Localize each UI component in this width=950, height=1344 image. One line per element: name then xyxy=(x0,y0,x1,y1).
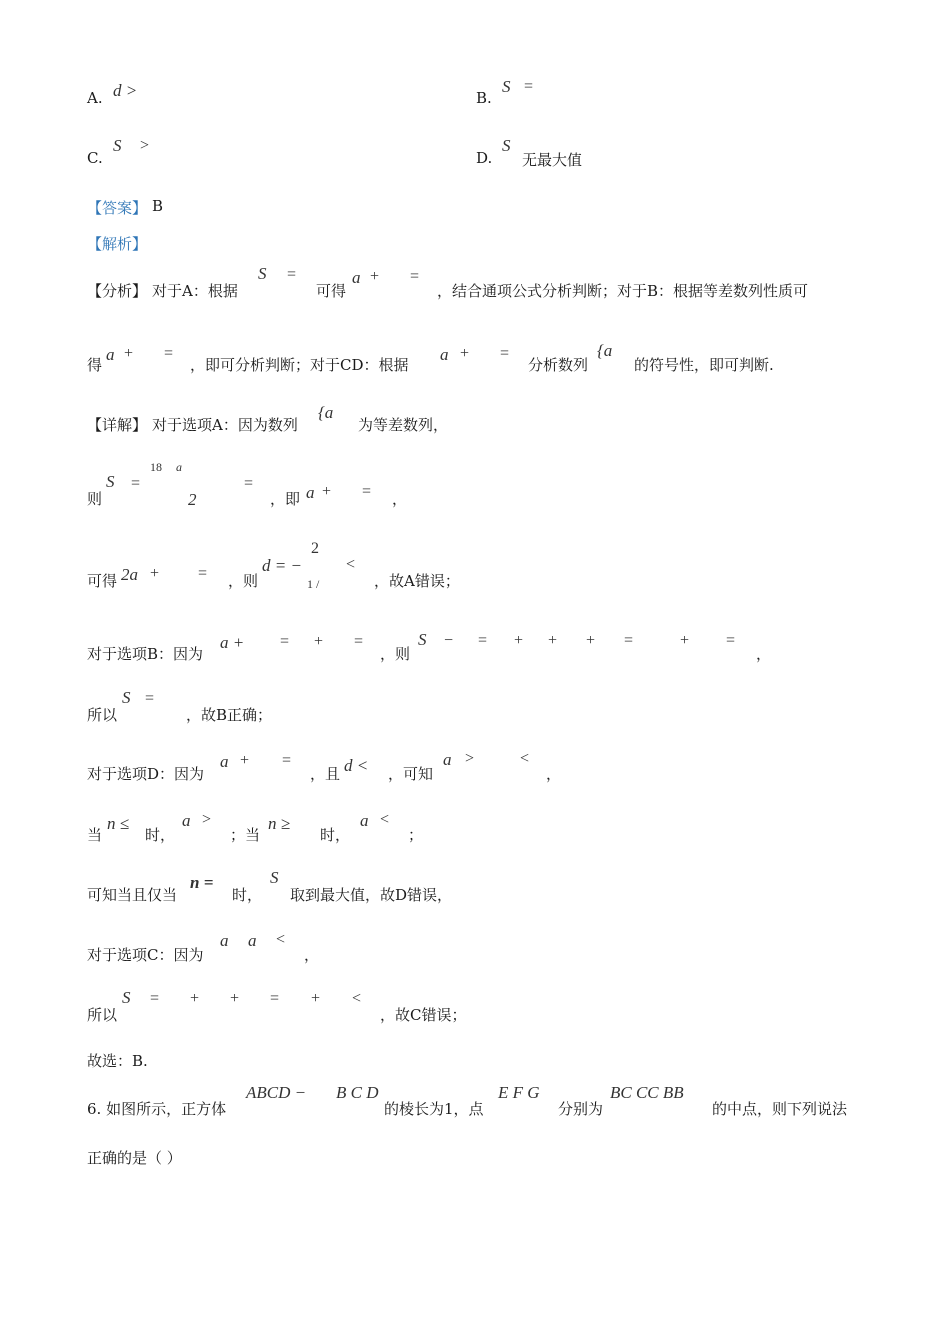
dang-math-lt: < xyxy=(380,811,390,828)
fenxi-math-eq3: = xyxy=(164,345,174,362)
fenxi-math-a2: a xyxy=(106,345,115,364)
option-c-label: C. xyxy=(87,149,103,167)
dang-text-4: 时， xyxy=(320,826,351,844)
option-d-label: D. xyxy=(476,149,493,167)
ze-text-3: ， xyxy=(392,490,408,508)
kede-text-2: ，则 xyxy=(228,572,259,590)
b-math-eq4: = xyxy=(624,632,634,649)
suoyi-c-math-s: S xyxy=(122,988,131,1007)
d-math-a: a xyxy=(220,752,229,771)
kede-text-3: ，故A错误； xyxy=(374,572,460,590)
d-math-lt: < xyxy=(520,750,530,767)
fenxi-tag: 【分析】 xyxy=(87,282,148,300)
kede-math-eq: = xyxy=(198,565,208,582)
suoyi-b-text-1: 所以 xyxy=(87,706,118,724)
option-d-math-s: S xyxy=(502,136,511,155)
answer-value: B xyxy=(152,197,164,215)
option-b-math-s: S xyxy=(502,77,511,96)
suoyi-b-math-eq: = xyxy=(145,690,155,707)
xiangjie-text-2: 为等差数列， xyxy=(358,416,449,434)
fenxi-math-eq: = xyxy=(287,266,297,283)
ze-math-a2: a xyxy=(306,483,315,502)
kede-text-1: 可得 xyxy=(87,572,118,590)
dang-math-a2: a xyxy=(360,811,369,830)
b-math-p2: + xyxy=(548,632,558,649)
answer-tag: 【答案】 xyxy=(87,199,148,217)
b-math-eq3: = xyxy=(478,632,488,649)
c-math-a2: a xyxy=(248,931,257,950)
b-math-a: a + xyxy=(220,633,245,652)
d-math-a2: a xyxy=(443,750,452,769)
kede-math-d: d = − xyxy=(262,556,302,575)
b-text-3: ， xyxy=(756,645,772,663)
fenxi-text-4: 得 xyxy=(87,356,103,374)
q6-math-edges: BC CC BB xyxy=(610,1083,684,1102)
fenxi-math-a: a xyxy=(352,268,361,287)
kezhi-text-3: 取到最大值，故D错误， xyxy=(290,886,453,904)
option-b-math-eq: = xyxy=(524,78,534,95)
d-math-gt: > xyxy=(465,750,475,767)
suoyi-c-math-p1: + xyxy=(190,990,200,1007)
kede-math-2a: 2a xyxy=(121,565,138,584)
fenxi-math-a3: a xyxy=(440,345,449,364)
fenxi-text-2: 可得 xyxy=(316,282,347,300)
fenxi-math-plus: + xyxy=(370,268,380,285)
fenxi-text-1: 对于A：根据 xyxy=(152,282,238,300)
dang-text-2: 时， xyxy=(145,826,176,844)
ze-math-s: S xyxy=(106,472,115,491)
fenxi-math-plus3: + xyxy=(460,345,470,362)
suoyi-c-text-2: ，故C错误； xyxy=(380,1006,467,1024)
q6-math-cube2: B C D xyxy=(336,1083,379,1102)
dang-math-a1: a xyxy=(182,811,191,830)
b-math-s: S xyxy=(418,630,427,649)
fenxi-math-eq4: = xyxy=(500,345,510,362)
q6-math-cube1: ABCD − xyxy=(246,1083,307,1102)
option-c-math-s: S xyxy=(113,136,122,155)
option-b-label: B. xyxy=(476,89,492,107)
q6-text-2: 的棱长为1，点 xyxy=(384,1100,484,1118)
d-text-1: 对于选项D：因为 xyxy=(87,765,205,783)
kede-math-plus: + xyxy=(150,565,160,582)
option-a-label: A. xyxy=(87,89,103,107)
c-text-2: ， xyxy=(304,946,320,964)
suoyi-b-math-s: S xyxy=(122,688,131,707)
ze-math-bot: 2 xyxy=(188,490,197,509)
option-a-math: d > xyxy=(113,81,138,100)
kezhi-math-n: n = xyxy=(190,873,214,892)
fenxi-text-5: ，即可分析判断；对于CD：根据 xyxy=(190,356,409,374)
d-text-2: ，且 xyxy=(310,765,341,783)
ze-math-eq3: = xyxy=(362,483,372,500)
suoyi-b-text-2: ，故B正确； xyxy=(186,706,273,724)
b-math-p1: + xyxy=(514,632,524,649)
option-d-text: 无最大值 xyxy=(522,151,583,169)
b-text-2: ，则 xyxy=(380,645,411,663)
kede-math-top: 2 xyxy=(311,540,319,557)
ze-math-eq: = xyxy=(131,475,141,492)
fenxi-math-s: S xyxy=(258,264,267,283)
ze-math-top: 18 xyxy=(150,460,162,474)
dang-math-n2: n ≥ xyxy=(268,814,291,833)
q6-text-1: 6. 如图所示，正方体 xyxy=(87,1100,227,1118)
suoyi-c-text-1: 所以 xyxy=(87,1006,118,1024)
ze-text-1: 则 xyxy=(87,490,103,508)
dang-math-gt: > xyxy=(202,811,212,828)
b-math-eq: = xyxy=(280,633,290,650)
b-math-minus: − xyxy=(444,632,454,649)
c-math-lt: < xyxy=(276,931,286,948)
suoyi-c-math-lt: < xyxy=(352,990,362,1007)
suoyi-c-math-eq: = xyxy=(150,990,160,1007)
b-math-eq5: = xyxy=(726,632,736,649)
xiangjie-tag: 【详解】 xyxy=(87,416,148,434)
suoyi-c-math-p3: + xyxy=(311,990,321,1007)
fenxi-math-plus2: + xyxy=(124,345,134,362)
d-math-d: d < xyxy=(344,756,369,775)
dang-text-5: ； xyxy=(408,826,424,844)
option-c-math-gt: > xyxy=(140,137,150,154)
q6-text-5: 正确的是（ ） xyxy=(87,1149,182,1167)
ze-text-2: ，即 xyxy=(270,490,301,508)
ze-math-plus: + xyxy=(322,483,332,500)
ze-math-a: a xyxy=(176,460,182,474)
c-math-a1: a xyxy=(220,931,229,950)
suoyi-c-math-p2: + xyxy=(230,990,240,1007)
kezhi-text-1: 可知当且仅当 xyxy=(87,886,178,904)
d-math-eq: = xyxy=(282,752,292,769)
analysis-tag: 【解析】 xyxy=(87,235,148,253)
conclusion: 故选：B. xyxy=(87,1052,148,1070)
d-text-3: ，可知 xyxy=(388,765,434,783)
fenxi-text-6: 分析数列 xyxy=(528,356,589,374)
q6-math-points: E F G xyxy=(498,1083,540,1102)
b-math-p4: + xyxy=(680,632,690,649)
q6-text-3: 分别为 xyxy=(558,1100,604,1118)
xiangjie-math-seq: {a xyxy=(318,403,334,422)
b-text-1: 对于选项B：因为 xyxy=(87,645,204,663)
fenxi-text-3: ，结合通项公式分析判断；对于B：根据等差数列性质可 xyxy=(437,282,809,300)
b-math-p3: + xyxy=(586,632,596,649)
q6-text-4: 的中点，则下列说法 xyxy=(712,1100,848,1118)
xiangjie-text-1: 对于选项A：因为数列 xyxy=(152,416,298,434)
suoyi-c-math-eq2: = xyxy=(270,990,280,1007)
d-text-4: ， xyxy=(546,765,562,783)
ze-math-eq2: = xyxy=(244,475,254,492)
dang-text-3: ；当 xyxy=(230,826,261,844)
fenxi-text-7: 的符号性，即可判断. xyxy=(634,356,774,374)
kede-math-bot: 1 / xyxy=(307,577,320,591)
d-math-plus: + xyxy=(240,752,250,769)
fenxi-math-seq: {a xyxy=(597,341,613,360)
dang-text-1: 当 xyxy=(87,826,103,844)
c-text-1: 对于选项C：因为 xyxy=(87,946,204,964)
fenxi-math-eq2: = xyxy=(410,268,420,285)
kezhi-math-s: S xyxy=(270,868,279,887)
dang-math-n1: n ≤ xyxy=(107,814,130,833)
b-math-plus: + xyxy=(314,633,324,650)
kede-math-lt: < xyxy=(346,556,356,573)
b-math-eq2: = xyxy=(354,633,364,650)
kezhi-text-2: 时， xyxy=(232,886,263,904)
